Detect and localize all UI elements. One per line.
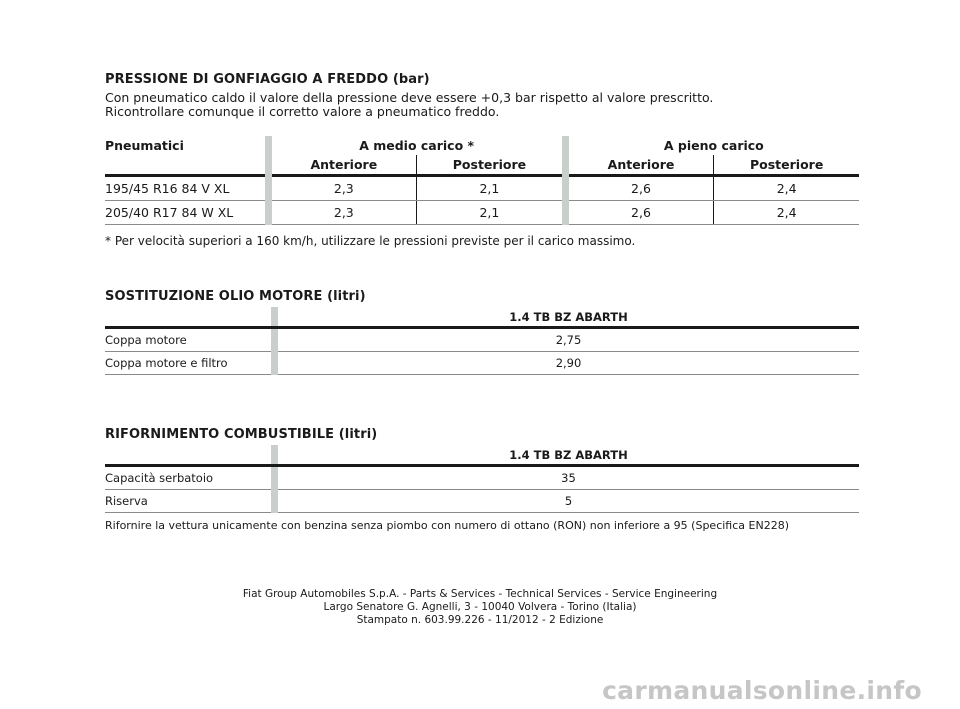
tyre-size: 205/40 R17 84 W XL [105, 201, 265, 225]
table-row [105, 490, 859, 513]
oil-title: SOSTITUZIONE OLIO MOTORE (litri) [105, 289, 366, 304]
publisher-footer [0, 588, 960, 627]
mid-front-value: 2,3 [272, 176, 417, 201]
full-front-value: 2,6 [569, 201, 714, 225]
mid-front-value: 2,3 [272, 201, 417, 225]
oil-label: Coppa motore [105, 328, 271, 352]
header-empty [105, 445, 271, 466]
table-row [105, 176, 859, 201]
header-empty [105, 155, 265, 176]
oil-label: Coppa motore e filtro [105, 352, 271, 375]
header-tyres: Pneumatici [105, 138, 184, 153]
column-separator [265, 201, 272, 225]
table-row [105, 201, 859, 225]
full-rear-value: 2,4 [714, 176, 859, 201]
column-separator [271, 307, 278, 328]
header-mid-front: Anteriore [272, 155, 417, 176]
pressure-header-row-1 [105, 136, 859, 155]
footer-line1: Fiat Group Automobiles S.p.A. - Parts & Services - Technical Services - Service Engineering [242, 588, 718, 600]
pressure-table [105, 136, 859, 225]
column-separator [265, 176, 272, 201]
tyre-size: 195/45 R16 84 V XL [105, 176, 265, 201]
table-row [105, 466, 859, 490]
mid-rear-value: 2,1 [417, 201, 562, 225]
fuel-label: Capacità serbatoio [105, 466, 271, 490]
site-watermark: carmanualsonline.info [602, 676, 922, 705]
oil-value: 2,90 [278, 352, 859, 375]
full-rear-value: 2,4 [714, 201, 859, 225]
column-separator [271, 352, 278, 375]
fuel-engine-header: 1.4 TB BZ ABARTH [278, 445, 859, 466]
pressure-intro-line2: Ricontrollare comunque il corretto valore a pneumatico freddo. [105, 104, 500, 119]
footer-line3: Stampato n. 603.99.226 - 11/2012 - 2 Edizione [356, 614, 604, 626]
column-separator [562, 176, 569, 201]
full-front-value: 2,6 [569, 176, 714, 201]
fuel-header-row [105, 445, 859, 466]
column-separator [271, 445, 278, 466]
pressure-intro-line1: Con pneumatico caldo il valore della pressione deve essere +0,3 bar rispetto al valore prescritto. [105, 90, 714, 105]
fuel-note: Rifornire la vettura unicamente con benzina senza piombo con numero di ottano (RON) non inferiore a 95 (Specifica EN228) [105, 519, 789, 532]
footer-line2: Largo Senatore G. Agnelli, 3 - 10040 Volvera - Torino (Italia) [323, 601, 637, 613]
fuel-title: RIFORNIMENTO COMBUSTIBILE (litri) [105, 427, 378, 442]
oil-header-row [105, 307, 859, 328]
header-full-rear: Posteriore [714, 155, 859, 176]
column-separator [562, 201, 569, 225]
pressure-header-row-2 [105, 155, 859, 176]
table-row [105, 328, 859, 352]
header-medium-load: A medio carico * [359, 138, 475, 153]
fuel-value: 35 [278, 466, 859, 490]
pressure-title: PRESSIONE DI GONFIAGGIO A FREDDO (bar) [105, 72, 430, 87]
column-separator [271, 466, 278, 490]
header-full-load: A pieno carico [663, 138, 764, 153]
oil-value: 2,75 [278, 328, 859, 352]
oil-table [105, 307, 859, 375]
table-row [105, 352, 859, 375]
header-full-front: Anteriore [569, 155, 714, 176]
fuel-value: 5 [278, 490, 859, 513]
fuel-table [105, 445, 859, 513]
column-separator [271, 328, 278, 352]
pressure-footnote: * Per velocità superiori a 160 km/h, utilizzare le pressioni previste per il carico massimo. [105, 234, 636, 248]
oil-engine-header: 1.4 TB BZ ABARTH [278, 307, 859, 328]
column-separator [562, 136, 569, 176]
column-separator [265, 136, 272, 176]
column-separator [271, 490, 278, 513]
header-empty [105, 307, 271, 328]
fuel-label: Riserva [105, 490, 271, 513]
header-mid-rear: Posteriore [417, 155, 562, 176]
mid-rear-value: 2,1 [417, 176, 562, 201]
